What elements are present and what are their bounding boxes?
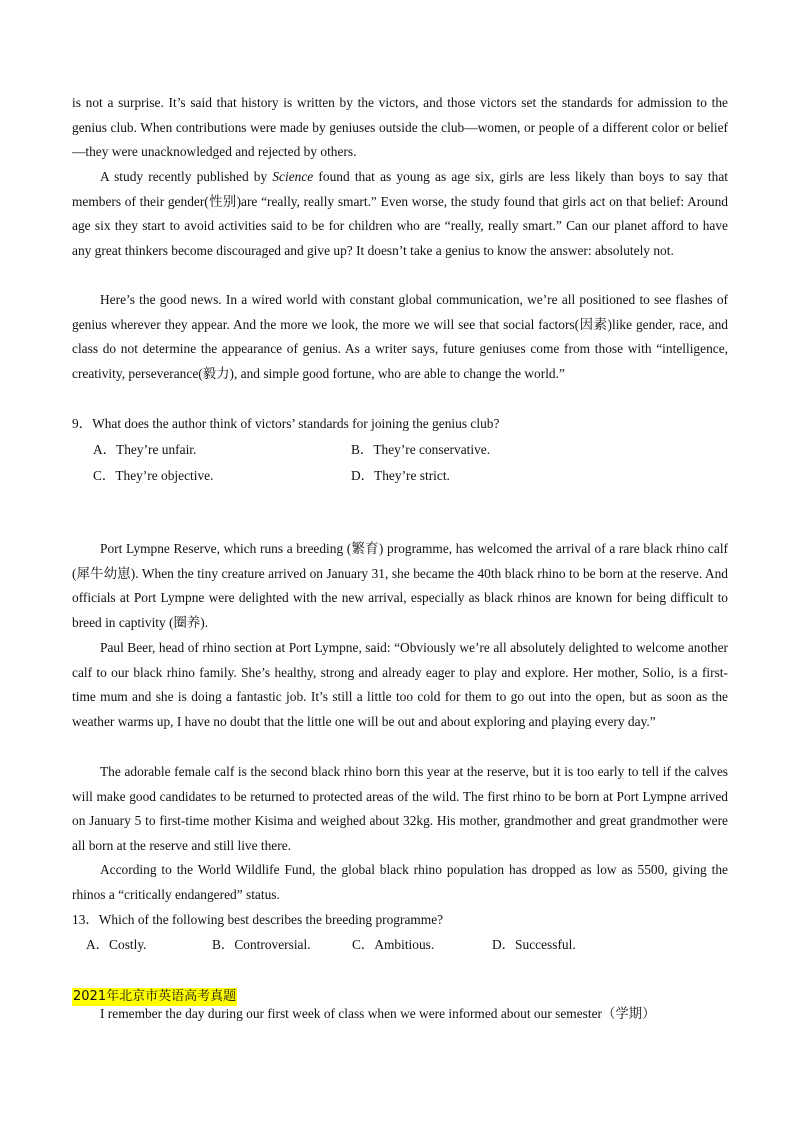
paragraph-text-end: found that as young as age six, girls are less likely than boys to say that members of their gender(性别)are “really, really smart.” Even worse, the study found that girls act on that belief: Around age six they start to avoid activities said to be for children who are “really, really smart.” Can our planet afford to have any great thinkers become discouraged and give up? It doesn’t take a genius to know the answer: absolutely not. <box>72 169 728 258</box>
question-13: 13．Which of the following best describes the breeding programme? <box>72 912 444 927</box>
passage1-paragraph-1: is not a surprise. It’s said that history is written by the victors, and those victors set the standards for admission to the genius club. When contributions were made by geniuses outside the club—women, or people of a different color or belief—they were unacknowledged and rejected by others. <box>72 95 728 160</box>
passage1-paragraph-3: Here’s the good news. In a wired world with constant global communication, we’re all positioned to see flashes of genius wherever they appear. And the more we look, the more we will see that social factors(因素)like gender, race, and class do not determine the appearance of genius. As a writer says, future geniuses come from those with “intelligence, creativity, perseverance(毅力), and simple good fortune, who are able to change the world.” <box>72 292 728 381</box>
passage1-paragraph-2 <box>72 165 728 263</box>
option-b[interactable]: B．They’re conservative. <box>351 442 491 457</box>
passage2-paragraph-3: The adorable female calf is the second black rhino born this year at the reserve, but it is too early to tell if the calves will make good candidates to be returned to protected areas of the wild. The first rhino to be born at Port Lympne arrived on January 5 to first-time mother Kisima and weighed about 32kg. His mother, grandmother and great grandmother were all born at the reserve and still live there. <box>72 764 728 853</box>
question-9: 9．What does the author think of victors’ standards for joining the genius club? <box>72 416 500 431</box>
option-c[interactable]: C．Ambitious. <box>352 937 435 952</box>
passage2-paragraph-4: According to the World Wildlife Fund, the global black rhino population has dropped as low as 5500, giving the rhinos a “critically endangered” status. <box>72 862 728 902</box>
passage2-paragraph-1: Port Lympne Reserve, which runs a breeding (繁育) programme, has welcomed the arrival of a rare black rhino calf (犀牛幼崽). When the tiny creature arrived on January 31, she became the 40th black rhino to be born at the reserve. And officials at Port Lympne were delighted with the new arrival, especially as black rhinos are known for being difficult to breed in captivity (圈养). <box>72 541 728 630</box>
section-paragraph-1: I remember the day during our first week of class when we were informed about our semester（学期） <box>100 1006 656 1021</box>
journal-name: Science <box>272 169 314 184</box>
paragraph-text-start: A study recently published by <box>100 169 273 184</box>
option-a[interactable]: A．Costly. <box>86 937 147 952</box>
option-b[interactable]: B．Controversial. <box>212 937 311 952</box>
option-c[interactable]: C．They’re objective. <box>93 468 214 483</box>
option-d[interactable]: D．They’re strict. <box>351 468 450 483</box>
section-heading: 2021年北京市英语高考真题 <box>73 989 237 1004</box>
option-a[interactable]: A．They’re unfair. <box>93 442 197 457</box>
option-d[interactable]: D．Successful. <box>492 937 576 952</box>
passage2-paragraph-2: Paul Beer, head of rhino section at Port Lympne, said: “Obviously we’re all absolutely delighted to welcome another calf to our black rhino family. She’s healthy, strong and already eager to play and explore. Her mother, Solio, is a first-time mum and she is doing a fantastic job. It’s still a little too cold for them to go out into the open, but as soon as the weather warms up, I have no doubt that the little one will be out and about exploring and playing every day.” <box>72 640 728 729</box>
